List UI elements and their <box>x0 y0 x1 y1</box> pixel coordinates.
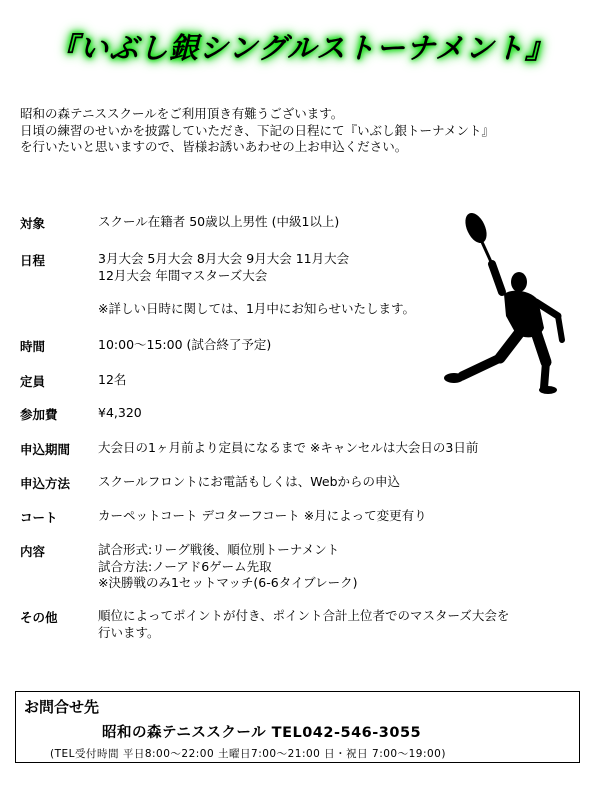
info-value: カーペットコート デコターフコート ※月によって変更有り <box>98 508 427 523</box>
tennis-player-silhouette-icon <box>440 206 568 394</box>
info-label: 日程 <box>20 253 46 268</box>
info-row-court <box>20 508 427 526</box>
info-label: コート <box>20 510 58 525</box>
info-row-application-method <box>20 474 400 492</box>
info-value: 12名 <box>98 372 127 387</box>
info-value: 試合形式:リーグ戦後、順位別トーナメント 試合方法:ノーアド6ゲーム先取 ※決勝戦のみ1セットマッチ(6-6タイブレーク) <box>98 542 358 590</box>
info-row-schedule <box>20 251 415 317</box>
info-value: 3月大会 5月大会 8月大会 9月大会 11月大会 12月大会 年間マスターズ大会 ※詳しい日時に関しては、1月中にお知らせいたします。 <box>98 251 416 316</box>
info-label: その他 <box>20 610 58 625</box>
intro-text: 昭和の森テニススクールをご利用頂き有難うございます。 日頃の練習のせいかを披露していただき、下記の日程にて『いぶし銀トーナメント』 を行いたいと思いますので、皆様お誘いあわせの上お申込ください。 <box>20 106 495 154</box>
info-label: 対象 <box>20 216 46 231</box>
page-title: 『いぶし銀シングルストーナメント』 <box>49 31 555 65</box>
info-label: 申込方法 <box>20 476 71 491</box>
info-row-time <box>20 337 271 355</box>
info-value: 順位によってポイントが付き、ポイント合計上位者でのマスターズ大会を 行います。 <box>98 608 510 640</box>
contact-hours: (TEL受付時間 平日8:00～22:00 土曜日7:00～21:00 日・祝日 7:00～19:00) <box>50 748 446 760</box>
info-row-contents <box>20 542 357 592</box>
info-value: 10:00～15:00 (試合終了予定) <box>98 337 272 352</box>
info-value: ¥4,320 <box>98 405 142 420</box>
info-row-application-period <box>20 440 478 458</box>
info-row-target <box>20 214 339 232</box>
info-value: スクールフロントにお電話もしくは、Webからの申込 <box>98 474 401 489</box>
info-label: 内容 <box>20 544 46 559</box>
info-row-fee <box>20 405 142 423</box>
info-label: 定員 <box>20 374 46 389</box>
info-value: 大会日の1ヶ月前より定員になるまで ※キャンセルは大会日の3日前 <box>98 440 479 455</box>
info-value: スクール在籍者 50歳以上男性 (中級1以上) <box>98 214 340 229</box>
contact-box <box>15 691 580 763</box>
info-label: 参加費 <box>20 407 58 422</box>
info-label: 申込期間 <box>20 442 71 457</box>
info-row-other <box>20 608 509 641</box>
info-label: 時間 <box>20 339 46 354</box>
contact-school-phone: 昭和の森テニススクール TEL042-546-3055 <box>102 725 422 741</box>
contact-title: お問合せ先 <box>24 698 100 716</box>
info-row-capacity <box>20 372 126 390</box>
